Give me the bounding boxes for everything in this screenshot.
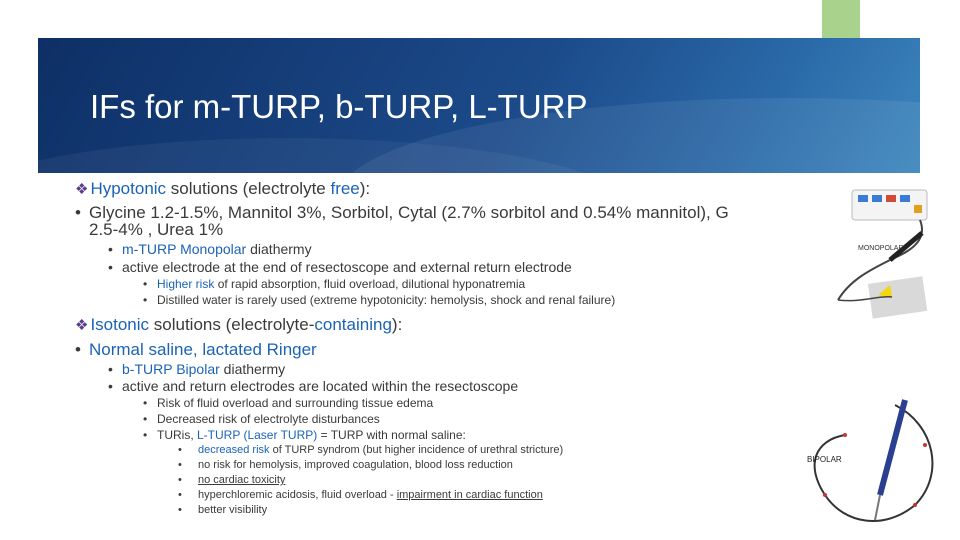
diamond-bullet-icon: ❖	[75, 317, 89, 334]
diamond-bullet-icon: ❖	[75, 181, 89, 198]
monopolar-device-image	[830, 185, 955, 330]
item-text: of TURP syndrom (but higher incidence of urethral stricture)	[269, 444, 564, 456]
visibility-item: • better visibility	[178, 504, 268, 516]
item-text: no risk for hemolysis, improved coagulation, blood loss reduction	[198, 459, 513, 471]
higher-risk-label: Higher risk	[157, 277, 215, 291]
item-text: active electrode at the end of resectoscope and external return electrode	[122, 259, 572, 275]
higher-risk-item: • Higher risk of rapid absorption, fluid overload, dilutional hyponatremia	[143, 277, 526, 291]
section-isotonic-heading	[75, 315, 402, 335]
containing-label: containing	[314, 315, 392, 334]
b-turp-item: • b-TURP Bipolar diathermy	[108, 361, 286, 377]
risk-fluid-item: • Risk of fluid overload and surrounding tissue edema	[143, 396, 434, 410]
isotonic-label: Isotonic	[90, 315, 150, 334]
item-text: = TURP with normal saline:	[317, 428, 466, 442]
b-turp-label: b-TURP Bipolar	[122, 361, 220, 377]
electrolyte-item: • Decreased risk of electrolyte disturbances	[143, 412, 380, 426]
saline-item: • Normal saline, lactated Ringer	[75, 340, 317, 359]
return-electrode-item: • active and return electrodes are located within the resectoscope	[108, 378, 519, 394]
item-text: diathermy	[219, 361, 286, 377]
item-text: Decreased risk of electrolyte disturbances	[157, 412, 380, 426]
heading-text: solutions (electrolyte	[166, 179, 331, 198]
item-text: TURis,	[157, 428, 197, 442]
cardiac-impairment-label: impairment in cardiac function	[396, 489, 543, 501]
decreased-risk-item: • decreased risk of TURP syndrom (but higher incidence of urethral stricture)	[178, 444, 564, 456]
monopolar-device-drawing	[830, 185, 955, 330]
saline-label: Normal saline, lactated Ringer	[89, 340, 317, 359]
item-text: diathermy	[246, 241, 312, 257]
hemolysis-item: • no risk for hemolysis, improved coagulation, blood loss reduction	[178, 459, 513, 471]
slide-title: IFs for m-TURP, b-TURP, L-TURP	[90, 88, 588, 125]
free-label: free	[330, 179, 360, 198]
item-text: Distilled water is rarely used (extreme hypotonicity: hemolysis, shock and renal failure)	[157, 293, 616, 307]
cardiac-toxicity-item: • no cardiac toxicity	[178, 474, 286, 486]
glycine-item: • Glycine 1.2-1.5%, Mannitol 3%, Sorbitol, Cytal (2.7% sorbitol and 0.54% mannitol), G	[75, 203, 729, 222]
item-text: Glycine 1.2-1.5%, Mannitol 3%, Sorbitol, Cytal (2.7% sorbitol and 0.54% mannitol), G	[89, 203, 729, 222]
heading-text: ):	[391, 315, 403, 334]
decreased-risk-label: decreased risk	[198, 444, 270, 456]
section-hypotonic-heading	[75, 179, 370, 199]
item-text: active and return electrodes are located within the resectoscope	[122, 378, 519, 394]
m-turp-item: • m-TURP Monopolar diathermy	[108, 241, 312, 257]
active-electrode-item: • active electrode at the end of resectoscope and external return electrode	[108, 259, 572, 275]
acidosis-item: • hyperchloremic acidosis, fluid overload - impairment in cardiac function	[178, 489, 543, 501]
item-text: better visibility	[198, 504, 268, 516]
item-text: of rapid absorption, fluid overload, dilutional hyponatremia	[214, 277, 526, 291]
item-text: no cardiac toxicity	[198, 474, 286, 486]
glycine-item-cont: 2.5-4% , Urea 1%	[89, 220, 224, 239]
item-text: hyperchloremic acidosis, fluid overload -	[198, 489, 397, 501]
l-turp-label: L-TURP (Laser TURP)	[197, 428, 318, 442]
turis-item: • TURis, L-TURP (Laser TURP) = TURP with normal saline:	[143, 428, 466, 442]
bipolar-device-image	[785, 385, 955, 535]
heading-text: ):	[359, 179, 371, 198]
bipolar-label: BIPOLAR	[807, 455, 842, 464]
monopolar-label: MONOPOLAR	[858, 245, 904, 252]
m-turp-label: m-TURP Monopolar	[122, 241, 247, 257]
heading-text: solutions (electrolyte-	[149, 315, 315, 334]
item-text: Risk of fluid overload and surrounding tissue edema	[157, 396, 434, 410]
distilled-water-item: • Distilled water is rarely used (extreme hypotonicity: hemolysis, shock and renal failure)	[143, 293, 616, 307]
hypotonic-label: Hypotonic	[90, 179, 167, 198]
